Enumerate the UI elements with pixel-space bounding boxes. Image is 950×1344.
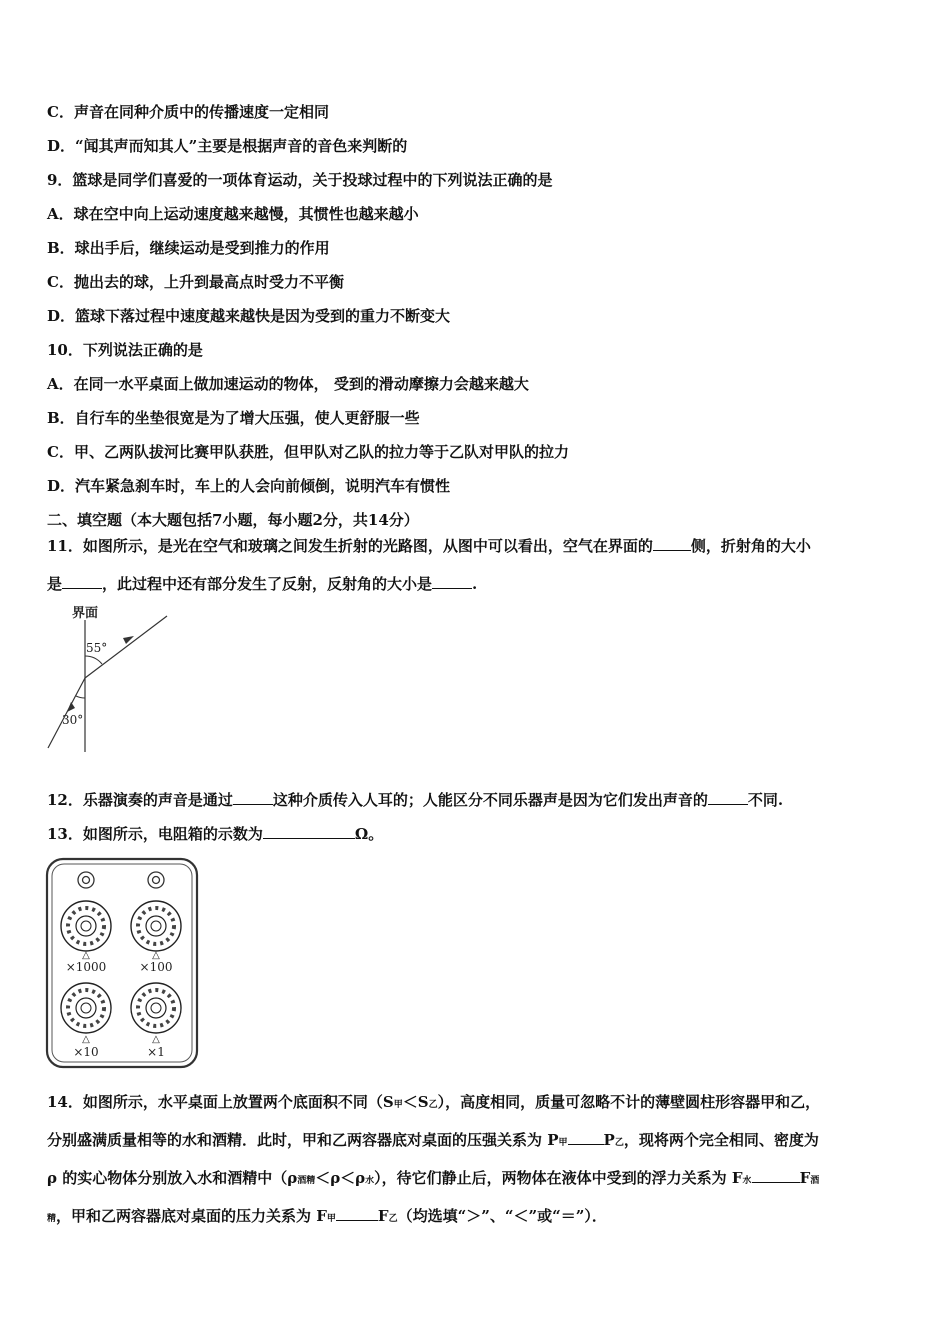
q14-line-2 [47, 1130, 819, 1153]
subscript: 甲 [558, 1138, 568, 1148]
q10-option-c: C．甲、乙两队拔河比赛甲队获胜，但甲队对乙队的拉力等于乙队对甲队的拉力 [47, 443, 569, 461]
terminal-left [78, 872, 94, 888]
subscript: 酒 [810, 1176, 820, 1186]
dial-marker-x1: △ [152, 1034, 160, 1045]
q11-blank-1[interactable] [653, 536, 691, 551]
subscript: 水 [365, 1176, 375, 1186]
q11-line-2 [47, 574, 477, 594]
q9-option-b: B．球出手后，继续运动是受到推力的作用 [47, 239, 330, 257]
q10-stem: 10．下列说法正确的是 [47, 341, 203, 359]
q14-text: ，甲和乙两容器底对桌面的压力关系为 F [56, 1207, 327, 1225]
q12-blank-2[interactable] [708, 790, 748, 805]
q13-line [47, 824, 383, 844]
q13-blank[interactable] [263, 824, 355, 839]
q9-option-a: A．球在空中向上运动速度越来越慢，其惯性也越来越小 [47, 205, 419, 223]
dial-x1[interactable] [131, 983, 181, 1033]
q14-blank-1[interactable] [568, 1130, 604, 1145]
q14-text: 分别盛满质量相等的水和酒精．此时，甲和乙两容器底对桌面的压强关系为 P [47, 1131, 559, 1149]
q11-text: 是 [47, 575, 63, 593]
q12-line [47, 790, 783, 810]
subscript: 乙 [388, 1214, 398, 1224]
q9-option-d: D．篮球下落过程中速度越来越快是因为受到的重力不断变大 [47, 307, 451, 325]
q11-blank-2[interactable] [62, 574, 102, 589]
q11-text: ，此过程中还有部分发生了反射，反射角的大小是 [102, 575, 433, 593]
q14-line-3 [47, 1168, 819, 1191]
q11-line-1 [47, 536, 811, 556]
dial-marker-x10: △ [82, 1034, 90, 1045]
subscript: 乙 [428, 1100, 438, 1110]
q14-blank-3[interactable] [336, 1206, 378, 1221]
interface-label: 界面 [72, 606, 99, 621]
refraction-figure [40, 600, 180, 760]
subscript: 水 [742, 1176, 752, 1186]
dial-x1000[interactable] [61, 901, 111, 951]
dial-x10[interactable] [61, 983, 111, 1033]
resistance-box-figure [44, 856, 200, 1070]
q9-stem: 9．篮球是同学们喜爱的一项体育运动，关于投球过程中的下列说法正确的是 [47, 171, 553, 189]
q9-option-c: C．抛出去的球，上升到最高点时受力不平衡 [47, 273, 344, 291]
angle-arc-top [85, 656, 102, 664]
q14-line-4 [47, 1206, 607, 1229]
q12-blank-1[interactable] [233, 790, 273, 805]
q8-option-d: D．“闻其声而知其人”主要是根据声音的音色来判断的 [47, 137, 408, 155]
q10-option-a: A．在同一水平桌面上做加速运动的物体， 受到的滑动摩擦力会越来越大 [47, 375, 529, 393]
dial-marker-x100: △ [152, 950, 160, 961]
q14-line-1 [47, 1092, 820, 1115]
subscript: 甲 [393, 1100, 403, 1110]
angle-55-label: 55° [86, 641, 108, 655]
dial-x100[interactable] [131, 901, 181, 951]
subscript: 甲 [326, 1214, 336, 1224]
angle-arc-bottom [76, 696, 85, 698]
q14-text: ρ 的实心物体分别放入水和酒精中（ρ [47, 1169, 298, 1187]
q10-option-b: B．自行车的坐垫很宽是为了增大压强，使人更舒服一些 [47, 409, 420, 427]
dial-label-x100: ×100 [139, 960, 173, 974]
dial-label-x10: ×10 [73, 1045, 99, 1059]
q14-text: 14．如图所示，水平桌面上放置两个底面积不同（S [47, 1093, 394, 1111]
subscript: 乙 [614, 1138, 624, 1148]
q12-text: 这种介质传入人耳的；人能区分不同乐器声是因为它们发出声音的 [272, 791, 708, 809]
q14-text: ＜ρ＜ρ [315, 1169, 366, 1187]
dial-marker-x1000: △ [82, 950, 90, 961]
q14-text: （均选填“＞”、“＜”或“＝”）． [397, 1207, 607, 1225]
q11-text: . [472, 575, 478, 593]
q14-text: P [603, 1131, 615, 1149]
q13-text: 13．如图所示，电阻箱的示数为 [47, 825, 263, 843]
q14-text: ），高度相同，质量可忽略不计的薄壁圆柱形容器甲和乙， [437, 1093, 821, 1111]
q14-text: ＜S [402, 1093, 429, 1111]
q14-text: F [377, 1207, 389, 1225]
q11-text: 11．如图所示，是光在空气和玻璃之间发生折射的光路图，从图中可以看出，空气在界面的 [47, 537, 653, 555]
section-2-heading: 二、填空题（本大题包括7小题，每小题2分，共14分） [47, 511, 419, 529]
q14-blank-2[interactable] [752, 1168, 800, 1183]
subscript: 精 [47, 1214, 57, 1224]
q11-blank-3[interactable] [432, 574, 472, 589]
terminal-right [148, 872, 164, 888]
q10-option-d: D．汽车紧急刹车时，车上的人会向前倾倒，说明汽车有惯性 [47, 477, 451, 495]
subscript: 酒精 [297, 1176, 316, 1186]
q12-text: 12．乐器演奏的声音是通过 [47, 791, 233, 809]
dial-label-x1000: ×1000 [65, 960, 107, 974]
q13-text: Ω。 [354, 825, 384, 843]
q14-text: ，现将两个完全相同、密度为 [623, 1131, 819, 1149]
dial-label-x1: ×1 [147, 1045, 165, 1059]
q11-text: 侧，折射角的大小 [690, 537, 811, 555]
angle-30-label: 30° [62, 713, 84, 727]
q14-text: F [799, 1169, 811, 1187]
arrow-head-icon [67, 702, 75, 712]
q8-option-c: C．声音在同种介质中的传播速度一定相同 [47, 103, 329, 121]
q14-text: ），待它们静止后，两物体在液体中受到的浮力关系为 F [374, 1169, 743, 1187]
q12-text: 不同. [747, 791, 784, 809]
